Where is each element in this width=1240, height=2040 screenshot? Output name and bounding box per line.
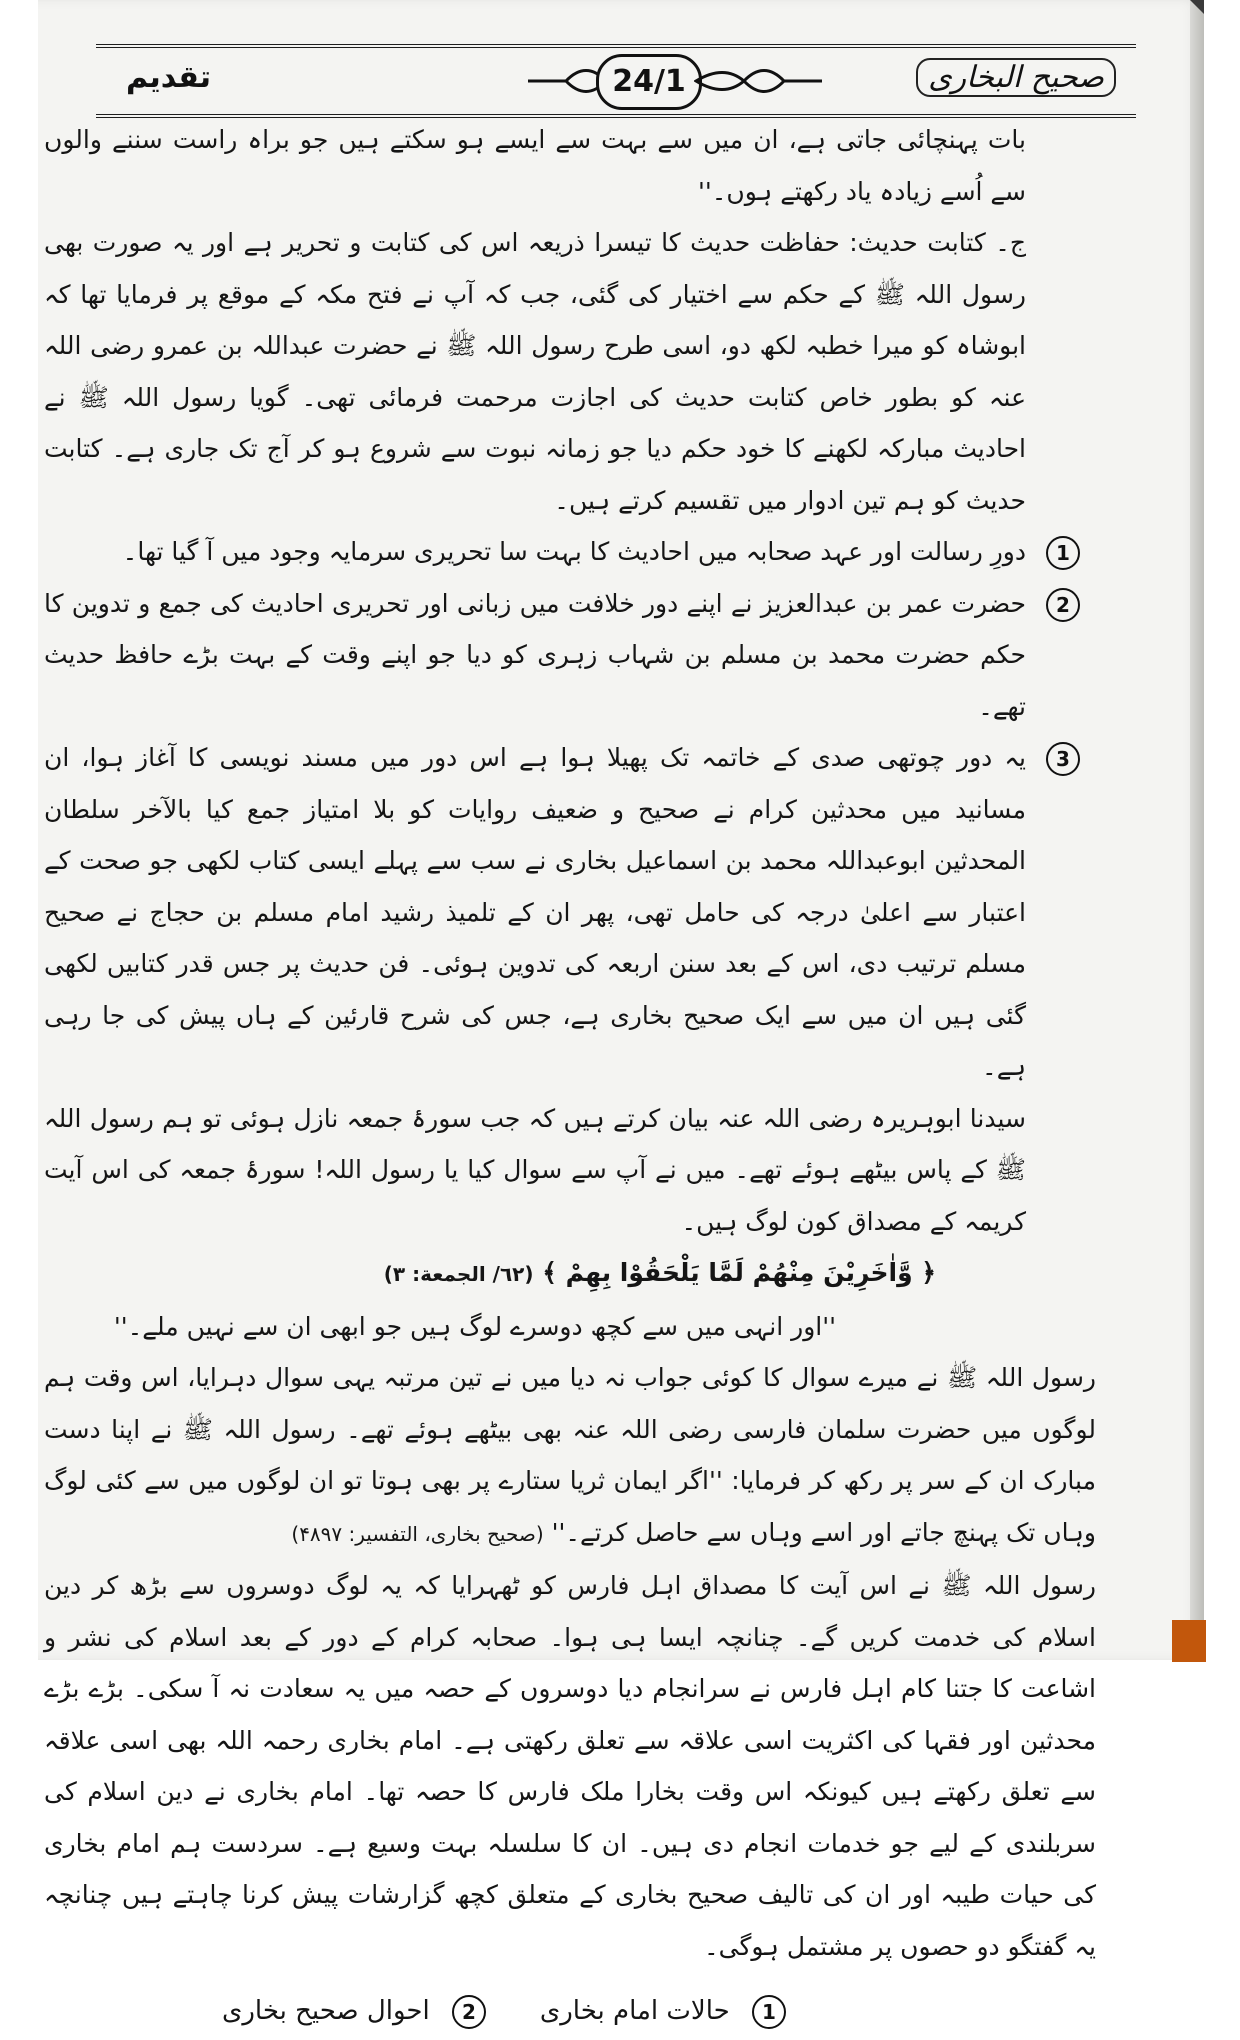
parts-list — [44, 1980, 1096, 2040]
period-1 — [44, 526, 1096, 578]
part-2-text: احوال صحیح بخاری — [222, 1996, 430, 2026]
quran-verse — [44, 1247, 1096, 1301]
bottom-marker — [1172, 1620, 1206, 1662]
paragraph-kitabat: ج۔ کتابت حدیث: حفاظت حدیث کا تیسرا ذریعہ اس کی کتابت و تحریر ہے اور یہ صورت بھی رسول اللہ ﷺ کے حکم سے اختیار کی گئی، جب کہ آپ نے فتح مکہ کے موقع پر فرمایا تھا کہ ابوشاہ کو میرا خطبہ لکھ دو، اسی طرح رسول اللہ ﷺ نے حضرت عبداللہ بن عمرو رضی اللہ عنہ کو بطور خاص کتابت حدیث کی اجازت مرحمت فرمائی تھی۔ گویا رسول اللہ ﷺ نے احادیث مبارکہ لکھنے کا خود حکم دیا جو زمانہ نبوت سے شروع ہو کر آج تک جاری ہے۔ کتابت حدیث کو ہم تین ادوار میں تقسیم کرتے ہیں۔ — [44, 228, 1026, 515]
part-1-text: حالات امام بخاری — [539, 1996, 730, 2026]
paragraph-intro: بات پہنچائی جاتی ہے، ان میں سے بہت سے ایسے ہو سکتے ہیں جو براہ راست سننے والوں سے اُسے زیادہ یاد رکھتے ہوں۔'' — [44, 125, 1026, 206]
period-1-text: دورِ رسالت اور عہد صحابہ میں احادیث کا بہت سا تحریری سرمایہ وجود میں آ گیا تھا۔ — [122, 537, 1026, 566]
section-title: تقدیم — [126, 60, 211, 95]
page-corner — [1190, 0, 1204, 14]
part-2-number: 2 — [452, 1995, 486, 2029]
main-text — [44, 114, 1096, 2040]
part-2 — [222, 1986, 486, 2038]
page-edge — [1190, 0, 1204, 1660]
verse-translation: ''اور انہی میں سے کچھ دوسرے لوگ ہیں جو ابھی ان سے نہیں ملے۔'' — [113, 1311, 836, 1341]
header-ornament-right — [694, 58, 824, 104]
hadith-body: رسول اللہ ﷺ نے میرے سوال کا کوئی جواب نہ دیا میں نے تین مرتبہ یہی سوال دہرایا، اس وقت ہم لوگوں میں حضرت سلمان فارسی رضی اللہ عنہ بھی بیٹھے ہوئے تھے۔ رسول اللہ ﷺ نے اپنا دست مبارک ان کے سر پر رکھ کر فرمایا: ''اگر ایمان ثریا ستارے پر بھی ہوتا تو ان لوگوں میں سے کئی لوگ وہاں تک پہنچ جاتے اور اسے وہاں سے حاصل کرتے۔'' — [44, 1363, 1096, 1547]
period-2-text: حضرت عمر بن عبدالعزیز نے اپنے دور خلافت میں زبانی اور تحریری احادیث کی جمع و تدوین کا حکم حضرت محمد بن مسلم بن شہاب زہری کو دیا جو اپنے وقت کے بہت بڑے حافظ حدیث تھے۔ — [44, 588, 1026, 721]
book-title: صحیح البخاری — [916, 58, 1116, 97]
verse-text: ﴿ وَّاٰخَرِيْنَ مِنْهُمْ لَمَّا يَلْحَقُوْا بِهِمْ ﴾ — [542, 1258, 936, 1287]
period-2 — [44, 578, 1096, 733]
period-1-number: 1 — [1046, 536, 1080, 570]
page-header — [96, 44, 1136, 118]
period-3-number: 3 — [1046, 742, 1080, 776]
period-3-text: یہ دور چوتھی صدی کے خاتمہ تک پھیلا ہوا ہے اس دور میں مسند نویسی کا آغاز ہوا، ان مسانید میں محدثین کرام نے صحیح و ضعیف روایات کو بلا امتیاز جمع کیا بالآخر سلطان المحدثین ابوعبداللہ محمد بن اسماعیل بخاری نے سب سے پہلے ایسی کتاب لکھی جو صحت کے اعتبار سے اعلیٰ درجہ کی حامل تھی، پھر ان کے تلمیذ رشید امام مسلم بن حجاج نے صحیح مسلم ترتیب دی، اس کے بعد سنن اربعہ کی تدوین ہوئی۔ فن حدیث پر جس قدر کتابیں لکھی گئی ہیں ان میں سے ایک صحیح بخاری ہے، جس کی شرح قارئین کے ہاں پیش کی جا رہی ہے۔ — [44, 743, 1026, 1081]
period-2-number: 2 — [1046, 588, 1080, 622]
period-3 — [44, 732, 1096, 1093]
part-1 — [540, 1986, 786, 2038]
part-1-number: 1 — [752, 1995, 786, 2029]
hadith-text — [44, 1352, 1096, 1560]
closing-paragraph: رسول اللہ ﷺ نے اس آیت کا مصداق اہل فارس کو ٹھہرایا کہ یہ لوگ دوسروں سے بڑھ کر دین اسلام کی خدمت کریں گے۔ چنانچہ ایسا ہی ہوا۔ صحابہ کرام کے دور کے بعد اسلام کی نشر و اشاعت کا جتنا کام اہل فارس نے سرانجام دیا دوسروں کے حصہ میں یہ سعادت نہ آ سکی۔ بڑے بڑے محدثین اور فقہا کی اکثریت اسی علاقہ سے تعلق رکھتی ہے۔ امام بخاری رحمہ اللہ بھی اسی علاقہ سے تعلق رکھتے ہیں کیونکہ اس وقت بخارا ملک فارس کا حصہ تھا۔ امام بخاری نے دین اسلام کی سربلندی کے لیے جو خدمات انجام دی ہیں۔ ان کا سلسلہ بہت وسیع ہے۔ سردست ہم امام بخاری کی حیات طیبہ اور ان کی تالیف صحیح بخاری کے متعلق کچھ گزارشات پیش کرنا چاہتے ہیں چنانچہ یہ گفتگو دو حصوں پر مشتمل ہوگی۔ — [44, 1571, 1096, 1961]
verse-reference: (٦٢/ الجمعة: ٣) — [383, 1262, 534, 1286]
page-number: 24/1 — [596, 54, 702, 110]
hadith-reference: (صحیح بخاری، التفسیر: ۴۸۹۷) — [291, 1521, 544, 1546]
narration: سیدنا ابوہریرہ رضی اللہ عنہ بیان کرتے ہیں کہ جب سورۂ جمعہ نازل ہوئی تو ہم رسول اللہ ﷺ کے پاس بیٹھے ہوئے تھے۔ میں نے آپ سے سوال کیا یا رسول اللہ! سورۂ جمعہ کی اس آیت کریمہ کے مصداق کون لوگ ہیں۔ — [44, 1103, 1026, 1236]
